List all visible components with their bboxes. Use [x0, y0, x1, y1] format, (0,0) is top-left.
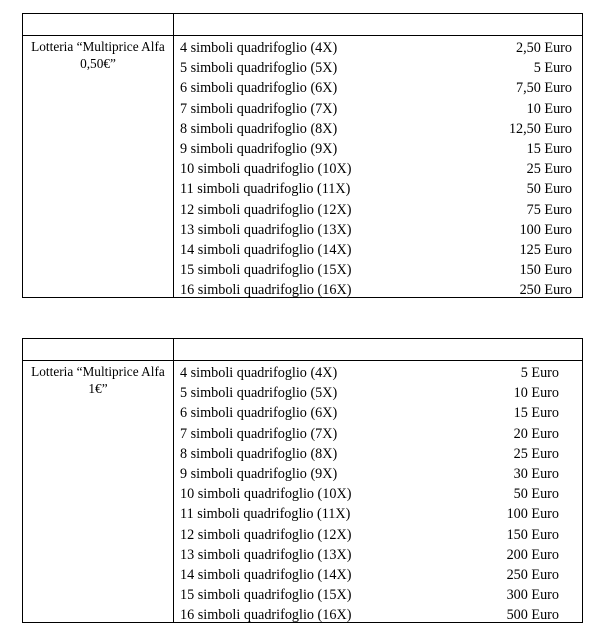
- table-row: [180, 525, 572, 545]
- symbol-count: 16 simboli quadrifoglio (16X): [180, 282, 352, 299]
- table-row: [180, 220, 572, 240]
- table-header-row: [23, 14, 582, 36]
- table-row: [180, 78, 572, 98]
- prize-value: 12,50 Euro: [508, 120, 572, 137]
- prize-value: 30 Euro: [513, 465, 559, 482]
- table-row: [180, 58, 572, 78]
- symbol-count: 15 simboli quadrifoglio (15X): [180, 587, 352, 604]
- table-row: [180, 240, 572, 260]
- prize-table-1: [22, 338, 583, 623]
- symbol-count: 9 simboli quadrifoglio (9X): [180, 140, 338, 157]
- prize-value: 50 Euro: [513, 486, 559, 503]
- symbol-count: 10 simboli quadrifoglio (10X): [180, 161, 352, 178]
- table-row: [180, 444, 572, 464]
- symbol-count: 9 simboli quadrifoglio (9X): [180, 465, 338, 482]
- prize-value: 15 Euro: [513, 405, 559, 422]
- symbol-count: 7 simboli quadrifoglio (7X): [180, 100, 338, 117]
- prize-value: 2,50 Euro: [516, 40, 572, 56]
- symbol-count: 14 simboli quadrifoglio (14X): [180, 566, 352, 583]
- table-row: [180, 484, 572, 504]
- symbol-count: 4 simboli quadrifoglio (4X): [180, 40, 338, 56]
- symbol-count: 5 simboli quadrifoglio (5X): [180, 385, 338, 402]
- prize-value: 150 Euro: [506, 526, 559, 543]
- symbol-count: 14 simboli quadrifoglio (14X): [180, 241, 352, 258]
- prize-value: 100 Euro: [519, 221, 572, 238]
- prize-value: 150 Euro: [519, 262, 572, 279]
- prize-value: 15 Euro: [526, 140, 572, 157]
- table-row: [180, 280, 572, 300]
- symbol-count: 11 simboli quadrifoglio (11X): [180, 181, 351, 198]
- prize-rows: [180, 363, 572, 625]
- lottery-name-line1: Lotteria “Multiprice Alfa: [31, 364, 165, 379]
- prize-value: 50 Euro: [526, 181, 572, 198]
- table-row: [180, 179, 572, 199]
- table-row: [180, 159, 572, 179]
- table-row: [180, 99, 572, 119]
- table-header-row: [23, 339, 582, 361]
- lottery-name-line2: 0,50€”: [80, 56, 116, 71]
- table-row: [180, 119, 572, 139]
- lottery-name-cell: [25, 363, 171, 397]
- prize-value: 10 Euro: [513, 385, 559, 402]
- lottery-name-cell: [25, 38, 171, 72]
- table-row: [180, 363, 572, 383]
- table-row: [180, 605, 572, 625]
- prize-value: 500 Euro: [506, 607, 559, 624]
- table-row: [180, 565, 572, 585]
- symbol-count: 6 simboli quadrifoglio (6X): [180, 405, 338, 422]
- symbol-count: 10 simboli quadrifoglio (10X): [180, 486, 352, 503]
- symbol-count: 8 simboli quadrifoglio (8X): [180, 445, 338, 462]
- symbol-count: 8 simboli quadrifoglio (8X): [180, 120, 338, 137]
- prize-value: 20 Euro: [513, 425, 559, 442]
- table-body: [23, 361, 582, 622]
- table-row: [180, 424, 572, 444]
- symbol-count: 4 simboli quadrifoglio (4X): [180, 365, 338, 381]
- prize-value: 25 Euro: [513, 445, 559, 462]
- table-body: [23, 36, 582, 297]
- table-row: [180, 200, 572, 220]
- lottery-name-line2: 1€”: [88, 381, 108, 396]
- prize-rows: [180, 38, 572, 300]
- table-row: [180, 383, 572, 403]
- prize-value: 5 Euro: [533, 60, 572, 77]
- prize-value: 25 Euro: [526, 161, 572, 178]
- prize-value: 5 Euro: [520, 365, 559, 381]
- prize-value: 200 Euro: [506, 546, 559, 563]
- table-row: [180, 139, 572, 159]
- prize-value: 250 Euro: [506, 566, 559, 583]
- table-row: [180, 260, 572, 280]
- symbol-count: 15 simboli quadrifoglio (15X): [180, 262, 352, 279]
- prize-table-050: [22, 13, 583, 298]
- symbol-count: 7 simboli quadrifoglio (7X): [180, 425, 338, 442]
- lottery-name-line1: Lotteria “Multiprice Alfa: [31, 39, 165, 54]
- prize-value: 7,50 Euro: [516, 80, 572, 97]
- symbol-count: 12 simboli quadrifoglio (12X): [180, 201, 352, 218]
- table-row: [180, 403, 572, 423]
- prize-value: 300 Euro: [506, 587, 559, 604]
- prize-value: 100 Euro: [506, 506, 559, 523]
- symbol-count: 12 simboli quadrifoglio (12X): [180, 526, 352, 543]
- table-row: [180, 504, 572, 524]
- prize-value: 250 Euro: [519, 282, 572, 299]
- table-row: [180, 545, 572, 565]
- table-row: [180, 464, 572, 484]
- symbol-count: 13 simboli quadrifoglio (13X): [180, 546, 352, 563]
- symbol-count: 13 simboli quadrifoglio (13X): [180, 221, 352, 238]
- symbol-count: 11 simboli quadrifoglio (11X): [180, 506, 351, 523]
- prize-value: 75 Euro: [526, 201, 572, 218]
- table-row: [180, 585, 572, 605]
- symbol-count: 5 simboli quadrifoglio (5X): [180, 60, 338, 77]
- symbol-count: 16 simboli quadrifoglio (16X): [180, 607, 352, 624]
- table-row: [180, 38, 572, 58]
- prize-value: 125 Euro: [519, 241, 572, 258]
- symbol-count: 6 simboli quadrifoglio (6X): [180, 80, 338, 97]
- prize-value: 10 Euro: [526, 100, 572, 117]
